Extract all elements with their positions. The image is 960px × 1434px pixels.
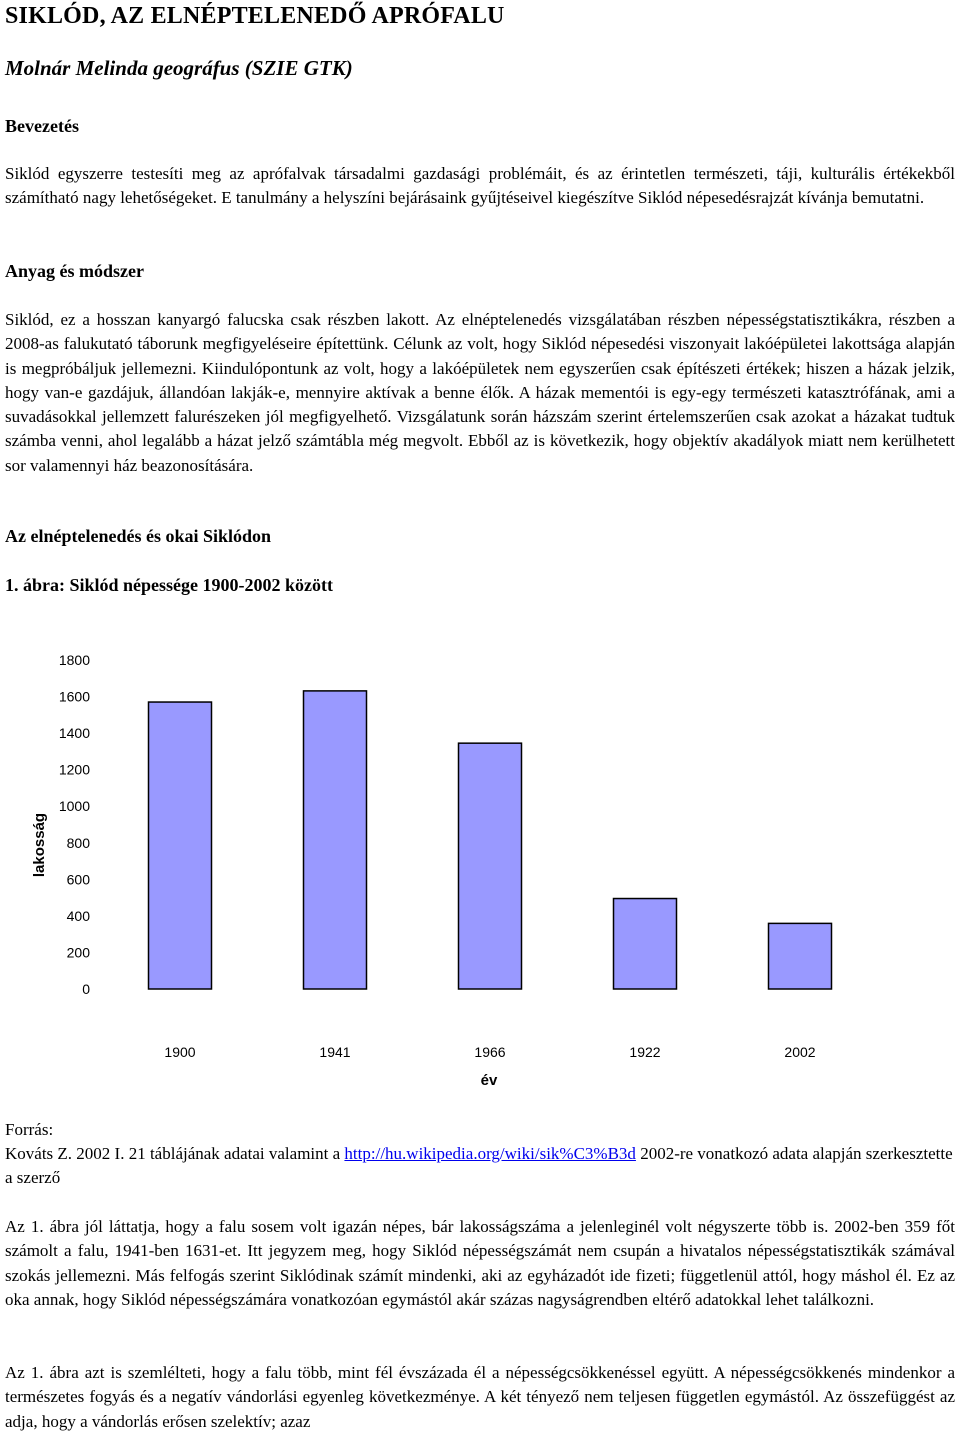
x-tick-label: 1941 <box>319 1044 351 1060</box>
paragraph-intro: Siklód egyszerre testesíti meg az aprófalvak társadalmi gazdasági problémáit, és az érintetlen természeti, táji, kulturális értékekből számítható nagy lehetőségeket. E tanulmány a helyszíni bejárásaink gyűjtéseivel kiegészítve Siklód népesedésrajzát kívánja bemutatni. <box>5 164 955 208</box>
x-tick-label: 2002 <box>784 1044 816 1060</box>
y-tick-label: 1400 <box>58 725 90 742</box>
figure-caption: 1. ábra: Siklód népessége 1900-2002 között <box>5 575 333 595</box>
y-tick-label: 1600 <box>58 688 90 705</box>
bar-1966 <box>459 743 522 989</box>
y-tick-label: 400 <box>66 907 90 924</box>
bar-1941 <box>304 691 367 989</box>
y-tick-label: 0 <box>82 981 90 997</box>
x-tick-label: 1966 <box>474 1044 506 1060</box>
bar-1922 <box>614 899 677 989</box>
y-tick-label: 1800 <box>58 652 90 668</box>
y-tick-label: 600 <box>66 871 90 888</box>
bar-2002 <box>769 923 832 989</box>
x-tick-label: 1922 <box>629 1044 661 1060</box>
x-tick-label: 1900 <box>164 1044 196 1060</box>
paragraph-2: Az 1. ábra azt is szemlélteti, hogy a falu több, mint fél évszázada él a népességcsökkenéssel együtt. A népességcsökkenés mindenkor a természetes fogyás és a negatív vándorlási egyenleg következménye. A két tényező nem teljesen független egymástól. Az összefüggést az adja, hogy a vándorlás erősen szelektív; azaz <box>5 1363 955 1431</box>
source-text-before: Kováts Z. 2002 I. 21 táblájának adatai valamint a <box>5 1144 345 1163</box>
y-tick-label: 1000 <box>58 798 90 815</box>
paragraph-1: Az 1. ábra jól láttatja, hogy a falu sosem volt igazán népes, bár lakosságszáma a jelenleginél volt négyszerte több is. 2002-ben 359 főt számolt a falu, 1941-ben 1631-et. Itt jegyzem meg, hogy Siklód népességszámát nem csupán a hivatalos népességstatisztikák számával szokás jellemezni. Más felfogás szerint Siklódinak számít mindenki, aki az egyházadót ide fizeti; függetlenül attól, hogy máshol él. Ez az oka annak, hogy Siklód népességszámára vonatkozóan egymástól akár százas nagyságrendben eltérő adatokkal lehet találkozni. <box>5 1217 955 1309</box>
source-text <box>5 1142 955 1191</box>
heading-method: Anyag és módszer <box>5 261 144 281</box>
y-tick-label: 800 <box>66 834 90 851</box>
x-axis-label: év <box>480 1072 498 1089</box>
bar-1900 <box>149 702 212 989</box>
source-text-after: 2002-re vonatkozó adata alapján szerkesztette a szerző <box>5 1144 953 1188</box>
heading-causes: Az elnéptelenedés és okai Siklódon <box>5 526 272 546</box>
y-tick-label: 200 <box>66 944 90 961</box>
document-title: SIKLÓD, AZ ELNÉPTELENEDŐ APRÓFALU <box>5 3 505 29</box>
author-line: Molnár Melinda geográfus (SZIE GTK) <box>5 56 353 80</box>
bars <box>149 691 832 989</box>
source-label: Forrás: <box>5 1120 54 1139</box>
y-axis-label: lakosság <box>31 812 48 878</box>
population-bar-chart <box>0 640 960 1100</box>
paragraph-method: Siklód, ez a hosszan kanyargó falucska csak részben lakott. Az elnéptelenedés vizsgálatában részben népességstatisztikákra, részben a 2008-as falukutató táborunk megfigyeléseire építettünk. Célunk az volt, hogy Siklód népesedési viszonyait lakóépületei lakottsága alapján is megpróbáljuk jellemezni. Kiindulópontunk az volt, hogy a lakóépületek nem egyszerűen csak építészeti értékek; hiszen a házak jelzik, hogy van-e gazdájuk, állandóan lakják-e, mennyire aktívak a benne élők. A házak mementói is egy-egy természeti katasztrófának, ami a suvadásokkal jellemzett falurészeken jól megfigyelhető. Vizsgálatunk során házszám szerint értelemszerűen csak azokat a házakat tudtuk számba venni, ahol legalább a házat jelző számtábla még megvolt. Ebből az is következik, hogy objektív akadályok miatt nem kerülhetett sor valamennyi ház beazonosítására. <box>5 310 955 475</box>
y-tick-labels <box>59 652 90 997</box>
y-tick-label: 1200 <box>58 761 90 778</box>
heading-intro: Bevezetés <box>5 116 79 136</box>
x-tick-labels <box>164 1044 815 1060</box>
source-link[interactable]: http://hu.wikipedia.org/wiki/sik%C3%B3d <box>344 1144 636 1163</box>
